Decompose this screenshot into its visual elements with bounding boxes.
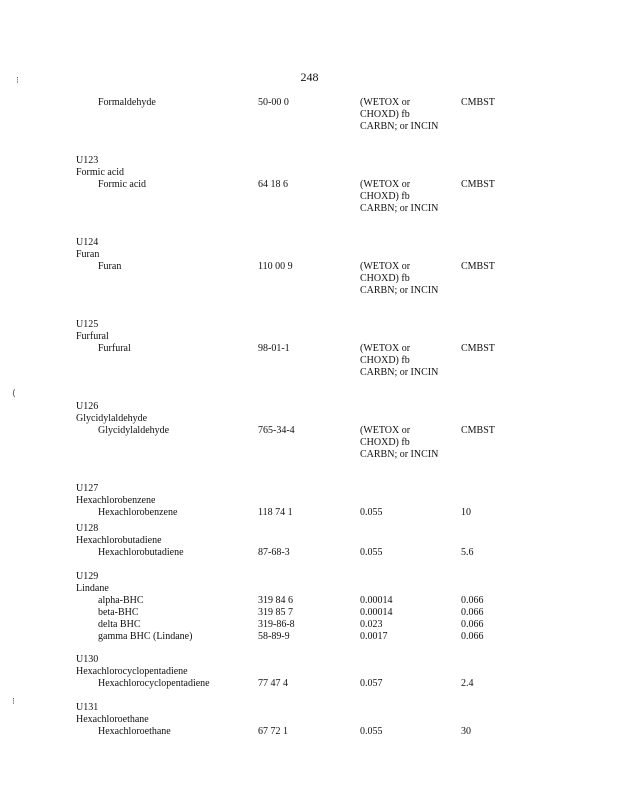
group-name: Hexachlorobutadiene: [76, 535, 162, 546]
wastewater-standard: 0.055: [360, 547, 383, 558]
wastewater-standard: 0.00014: [360, 607, 393, 618]
waste-section: [0, 523, 619, 559]
constituent-name: Hexachlorobutadiene: [98, 547, 184, 558]
waste-section: [0, 654, 619, 690]
nonwastewater-standard: 0.066: [461, 619, 484, 630]
group-name: Hexachlorocyclopentadiene: [76, 666, 188, 677]
margin-mark: ⁝: [12, 696, 15, 706]
cas-number: 58-89-9: [258, 631, 290, 642]
waste-section: [0, 401, 619, 461]
cas-number: 64 18 6: [258, 179, 288, 190]
nonwastewater-standard: 5.6: [461, 547, 474, 558]
constituent-name: Formic acid: [98, 179, 147, 190]
constituent-row: [0, 631, 619, 643]
margin-mark: ⁝: [16, 75, 19, 85]
wastewater-standard-continued: [0, 191, 619, 203]
waste-code: U131: [76, 702, 99, 713]
wastewater-standard-line: CARBN; or INCIN: [360, 367, 439, 378]
wastewater-standard: (WETOX or: [360, 261, 411, 272]
wastewater-standard-continued: [0, 285, 619, 297]
constituent-name: Formaldehyde: [98, 97, 156, 108]
wastewater-standard: 0.023: [360, 619, 383, 630]
waste-section: [0, 97, 619, 133]
wastewater-standard-continued: [0, 109, 619, 121]
constituent-row: [0, 261, 619, 273]
wastewater-standard-line: CHOXD) fb: [360, 109, 410, 120]
cas-number: 319-86-8: [258, 619, 295, 630]
constituent-name: alpha-BHC: [98, 595, 144, 606]
wastewater-standard-line: CHOXD) fb: [360, 273, 410, 284]
waste-code: U130: [76, 654, 99, 665]
group-name: Glycidylaldehyde: [76, 413, 148, 424]
margin-mark: ⟨: [12, 388, 16, 398]
nonwastewater-standard: 10: [461, 507, 471, 518]
constituent-row: [0, 507, 619, 519]
wastewater-standard: 0.057: [360, 678, 383, 689]
wastewater-standard: 0.055: [360, 726, 383, 737]
constituent-name: Furfural: [98, 343, 131, 354]
cas-number: 765-34-4: [258, 425, 295, 436]
nonwastewater-standard: 2.4: [461, 678, 474, 689]
constituent-name: Hexachlorocyclopentadiene: [98, 678, 210, 689]
waste-code: U124: [76, 237, 99, 248]
cas-number: 77 47 4: [258, 678, 288, 689]
cas-number: 87-68-3: [258, 547, 290, 558]
wastewater-standard-line: CHOXD) fb: [360, 437, 410, 448]
wastewater-standard-line: CHOXD) fb: [360, 191, 410, 202]
page-number: 248: [300, 70, 319, 84]
constituent-row: [0, 97, 619, 109]
constituent-row: [0, 343, 619, 355]
waste-code: U128: [76, 523, 99, 534]
nonwastewater-standard: 0.066: [461, 607, 484, 618]
wastewater-standard-continued: [0, 449, 619, 461]
waste-section: [0, 571, 619, 643]
nonwastewater-standard: CMBST: [461, 261, 495, 272]
constituent-row: [0, 619, 619, 631]
nonwastewater-standard: 0.066: [461, 631, 484, 642]
waste-section: [0, 483, 619, 519]
constituent-name: Hexachloroethane: [98, 726, 171, 737]
nonwastewater-standard: CMBST: [461, 425, 495, 436]
constituent-name: gamma BHC (Lindane): [98, 631, 193, 642]
wastewater-standard: (WETOX or: [360, 97, 411, 108]
cas-number: 319 85 7: [258, 607, 293, 618]
group-name: Furfural: [76, 331, 109, 342]
wastewater-standard: 0.0017: [360, 631, 388, 642]
group-name: Hexachlorobenzene: [76, 495, 156, 506]
nonwastewater-standard: 30: [461, 726, 471, 737]
constituent-row: [0, 607, 619, 619]
wastewater-standard: 0.00014: [360, 595, 393, 606]
group-name: Hexachloroethane: [76, 714, 149, 725]
constituent-row: [0, 726, 619, 738]
cas-number: 110 00 9: [258, 261, 293, 272]
waste-code: U126: [76, 401, 99, 412]
nonwastewater-standard: 0.066: [461, 595, 484, 606]
wastewater-standard-line: CARBN; or INCIN: [360, 285, 439, 296]
constituent-name: beta-BHC: [98, 607, 139, 618]
wastewater-standard: 0.055: [360, 507, 383, 518]
waste-section: [0, 702, 619, 738]
wastewater-standard-continued: [0, 437, 619, 449]
cas-number: 67 72 1: [258, 726, 288, 737]
constituent-row: [0, 595, 619, 607]
wastewater-standard: (WETOX or: [360, 179, 411, 190]
constituent-name: Hexachlorobenzene: [98, 507, 178, 518]
wastewater-standard-continued: [0, 367, 619, 379]
wastewater-standard: (WETOX or: [360, 425, 411, 436]
group-name: Furan: [76, 249, 100, 260]
cas-number: 319 84 6: [258, 595, 293, 606]
cas-number: 98-01-1: [258, 343, 290, 354]
waste-code: U127: [76, 483, 99, 494]
wastewater-standard-continued: [0, 273, 619, 285]
constituent-name: delta BHC: [98, 619, 141, 630]
wastewater-standard-line: CHOXD) fb: [360, 355, 410, 366]
constituent-name: Furan: [98, 261, 122, 272]
waste-code: U125: [76, 319, 99, 330]
cas-number: 118 74 1: [258, 507, 293, 518]
wastewater-standard-line: CARBN; or INCIN: [360, 449, 439, 460]
constituent-row: [0, 179, 619, 191]
wastewater-standard-line: CARBN; or INCIN: [360, 121, 439, 132]
wastewater-standard-continued: [0, 355, 619, 367]
waste-section: [0, 237, 619, 297]
waste-code-table: [0, 97, 619, 738]
wastewater-standard: (WETOX or: [360, 343, 411, 354]
constituent-name: Glycidylaldehyde: [98, 425, 170, 436]
wastewater-standard-line: CARBN; or INCIN: [360, 203, 439, 214]
wastewater-standard-continued: [0, 121, 619, 133]
group-name: Formic acid: [76, 167, 125, 178]
cas-number: 50-00 0: [258, 97, 289, 108]
waste-code: U129: [76, 571, 99, 582]
constituent-row: [0, 425, 619, 437]
nonwastewater-standard: CMBST: [461, 179, 495, 190]
constituent-row: [0, 547, 619, 559]
nonwastewater-standard: CMBST: [461, 97, 495, 108]
nonwastewater-standard: CMBST: [461, 343, 495, 354]
constituent-row: [0, 678, 619, 690]
waste-section: [0, 155, 619, 215]
group-name: Lindane: [76, 583, 109, 594]
waste-code: U123: [76, 155, 99, 166]
wastewater-standard-continued: [0, 203, 619, 215]
waste-section: [0, 319, 619, 379]
